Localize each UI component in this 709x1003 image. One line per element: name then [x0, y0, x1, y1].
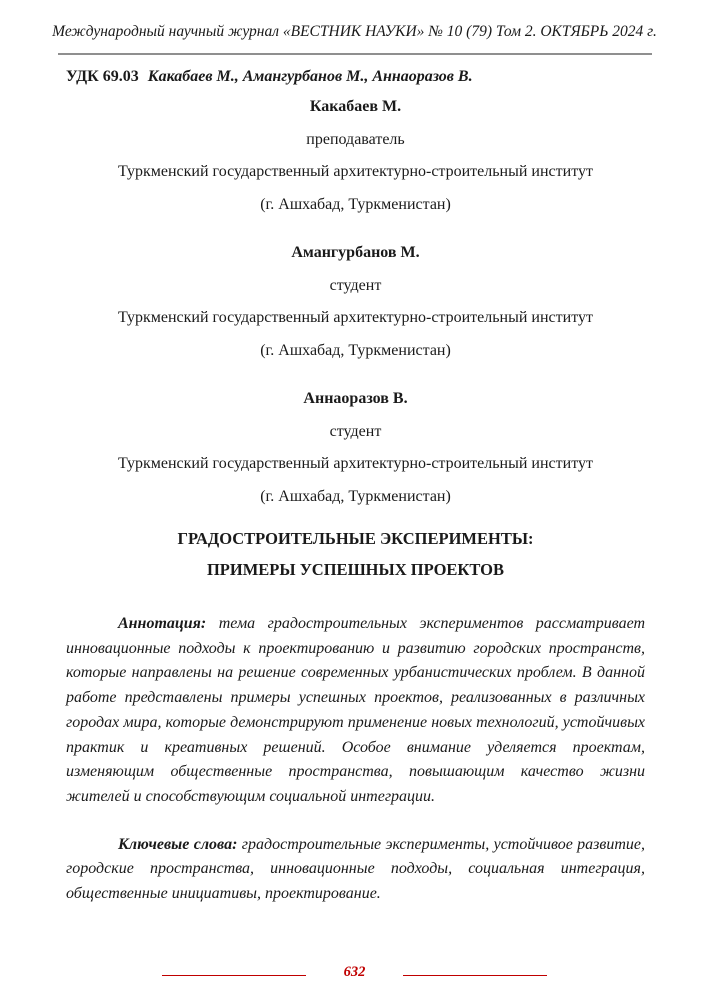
author-name: Амангурбанов М.	[291, 244, 420, 261]
footer-line-right	[403, 975, 547, 976]
author-block-1	[66, 91, 645, 221]
author-role: преподаватель	[306, 130, 405, 148]
author-affiliation: Туркменский государственный архитектурно-строительный институт	[118, 163, 593, 180]
udk-line	[66, 63, 645, 91]
article-content	[66, 63, 645, 907]
page-number: 632	[343, 964, 366, 980]
header-divider	[58, 53, 652, 55]
udk-authors-list: Какабаев М., Амангурбанов М., Аннаоразов В.	[147, 68, 473, 85]
keywords-paragraph	[66, 833, 645, 907]
keywords-text: градостроительные эксперименты, устойчивое развитие, городские пространства, инновационные подходы, социальная интеграция, общественные инициативы, проектирование.	[66, 835, 645, 903]
author-role: студент	[329, 276, 382, 294]
article-title	[66, 523, 645, 585]
author-role: студент	[329, 422, 382, 440]
author-city: (г. Ашхабад, Туркменистан)	[260, 341, 451, 359]
abstract-label: Аннотация:	[118, 615, 207, 632]
author-affiliation: Туркменский государственный архитектурно-строительный институт	[118, 455, 593, 472]
abstract-paragraph	[66, 612, 645, 810]
page-footer	[0, 963, 709, 981]
author-affiliation: Туркменский государственный архитектурно-строительный институт	[118, 309, 593, 326]
keywords-label: Ключевые слова:	[118, 835, 238, 853]
author-block-3	[66, 383, 645, 513]
footer-line-left	[162, 975, 306, 976]
author-city: (г. Ашхабад, Туркменистан)	[260, 487, 451, 505]
article-title-line1: ГРАДОСТРОИТЕЛЬНЫЕ ЭКСПЕРИМЕНТЫ:	[177, 529, 534, 548]
author-city: (г. Ашхабад, Туркменистан)	[260, 195, 451, 213]
article-title-line2: ПРИМЕРЫ УСПЕШНЫХ ПРОЕКТОВ	[206, 560, 505, 579]
journal-header: Международный научный журнал «ВЕСТНИК НАУКИ» № 10 (79) Том 2. ОКТЯБРЬ 2024 г.	[52, 23, 657, 40]
author-name: Аннаоразов В.	[303, 390, 408, 407]
author-block-2	[66, 237, 645, 367]
author-name: Какабаев М.	[309, 98, 402, 115]
udk-code: УДК 69.03	[66, 68, 139, 85]
abstract-text: тема градостроительных экспериментов рассматривает инновационные подходы к проектированию и развитию городских пространств, которые направлены на решение современных урбанистических проблем. В данной работе представлены примеры успешных проектов, реализованных в различных городах мира, которые демонстрируют применение новых технологий, устойчивых практик и креативных решений. Особое внимание уделяется проектам, изменяющим общественные пространства, повышающим качество жизни жителей и способствующим социальной интеграции.	[66, 615, 646, 805]
